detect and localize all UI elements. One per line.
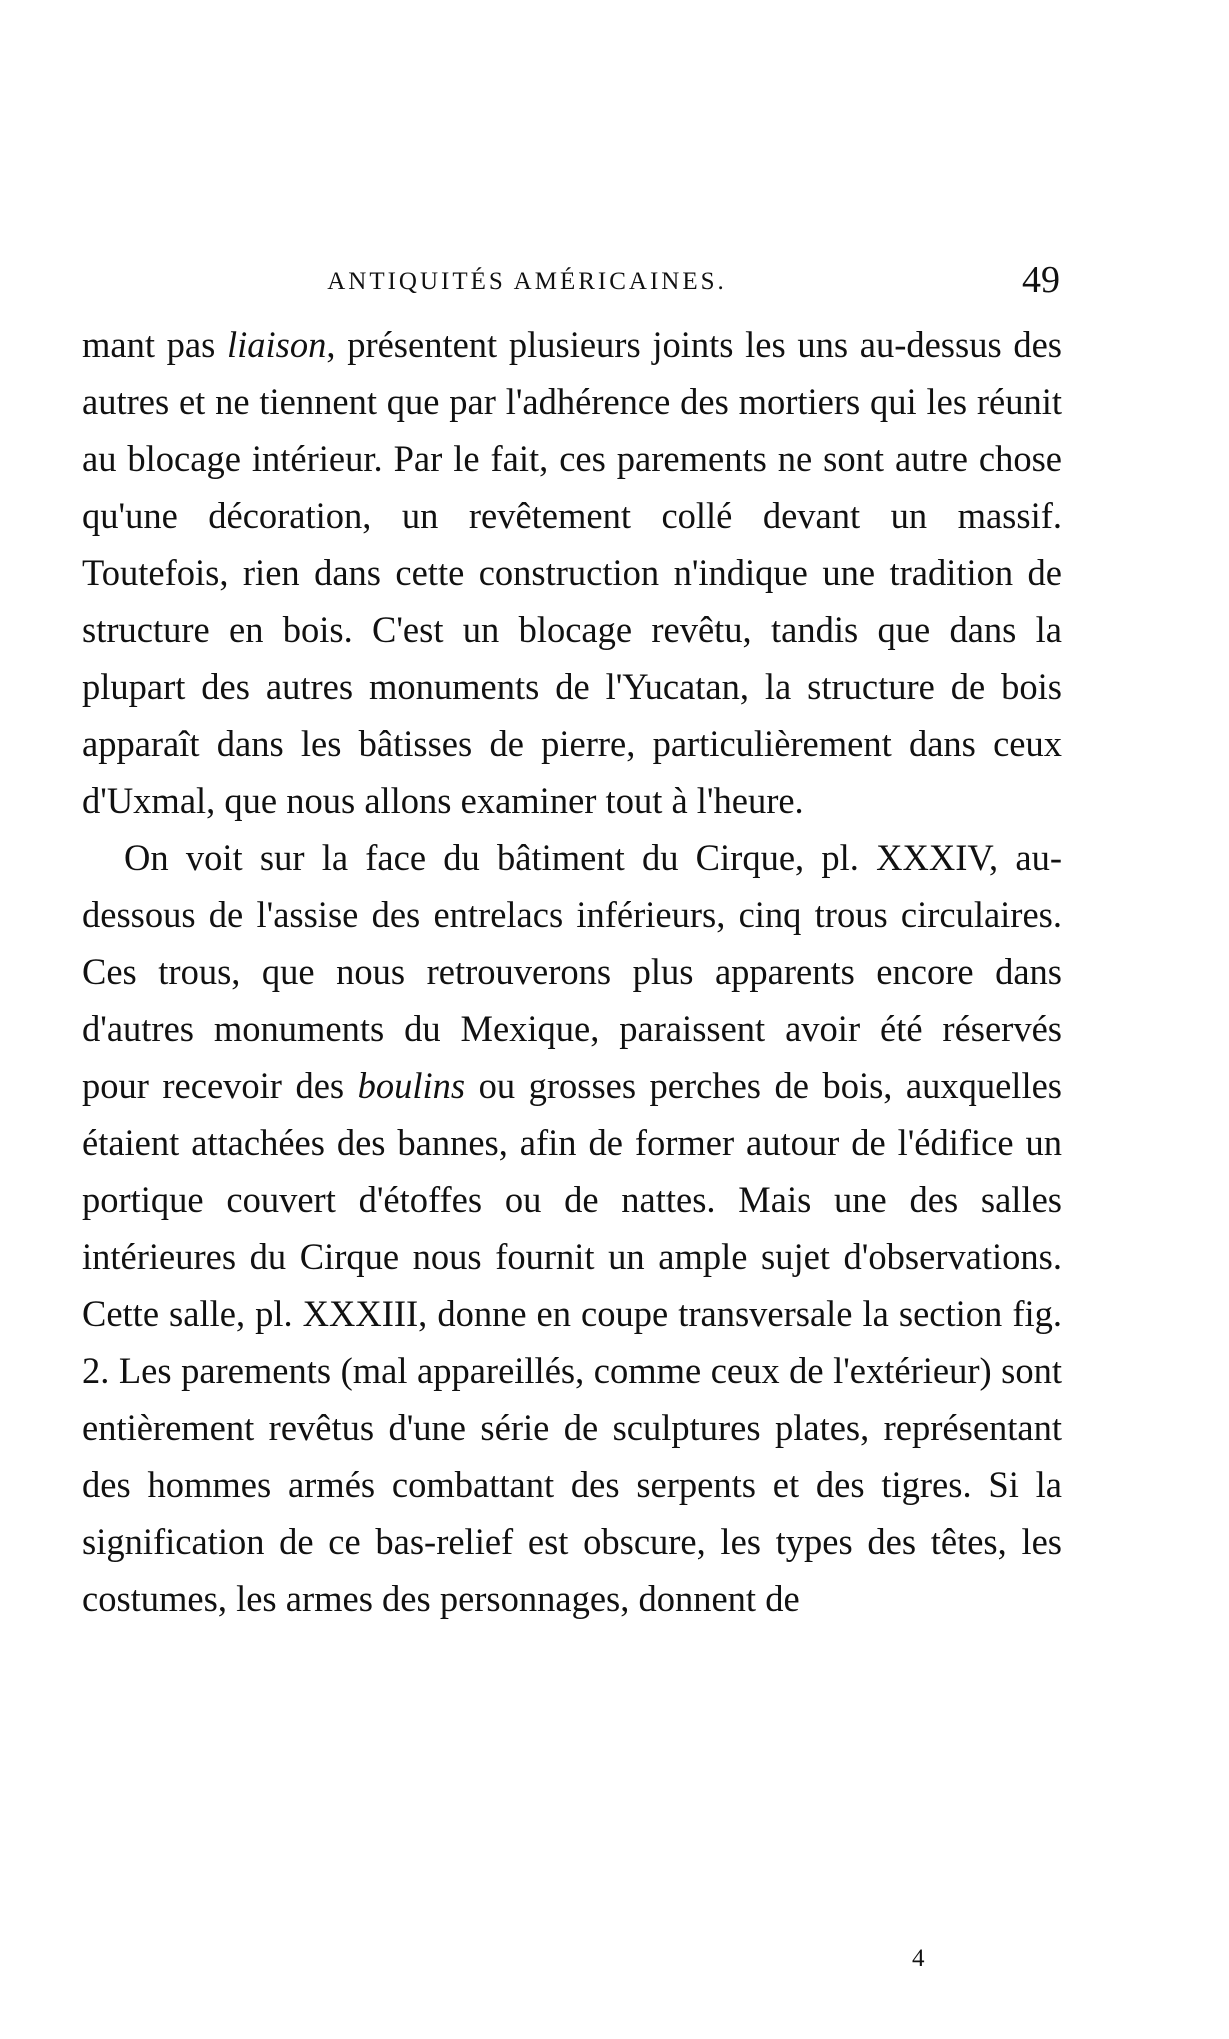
signature-mark: 4 [912,1945,925,1972]
paragraph-1 [82,316,1062,829]
text-segment: , présentent plusieurs joints les uns au-dessus des autres et ne tiennent que par l'adhérence des mortiers qui les réunit au blocage intérieur. Par le fait, ces parements ne sont autre chose qu'une décoration, un revêtement collé devant un massif. Toutefois, rien dans cette construction n'indique une tradition de structure en bois. C'est un blocage revêtu, tandis que dans la plupart des autres monuments de l'Yucatan, la structure de bois apparaît dans les bâtisses de pierre, particulièrement dans ceux d'Uxmal, que nous allons examiner tout à l'heure. [82,324,1062,821]
running-head [82,259,1072,302]
italic-term-boulins: boulins [357,1065,466,1106]
page-number: 49 [1022,259,1060,301]
italic-term-liaison: liaison [227,324,327,365]
running-title: ANTIQUITÉS AMÉRICAINES. [327,268,727,295]
text-segment: mant pas [82,324,227,365]
text-segment: ou grosses perches de bois, auxquelles étaient attachées des bannes, afin de former autour de l'édifice un portique couvert d'étoffes ou de nattes. Mais une des salles intérieures du Cirque nous fournit un ample sujet d'observations. Cette salle, pl. XXXIII, donne en coupe transversale la section fig. 2. Les parements (mal appareillés, comme ceux de l'extérieur) sont entièrement revêtus d'une série de sculptures plates, représentant des hommes armés combattant des serpents et des tigres. Si la signification de ce bas-relief est obscure, les types des têtes, les costumes, les armes des personnages, donnent de [82,1065,1062,1619]
paragraph-2 [82,829,1062,1627]
text-segment: On voit sur la face du bâtiment du Cirque, pl. XXXIV, au-dessous de l'assise des entrelacs inférieurs, cinq trous circulaires. Ces trous, que nous retrouverons plus apparents encore dans d'autres monuments du Mexique, paraissent avoir été réservés pour recevoir des [82,837,1062,1106]
body-text [82,316,1062,1627]
